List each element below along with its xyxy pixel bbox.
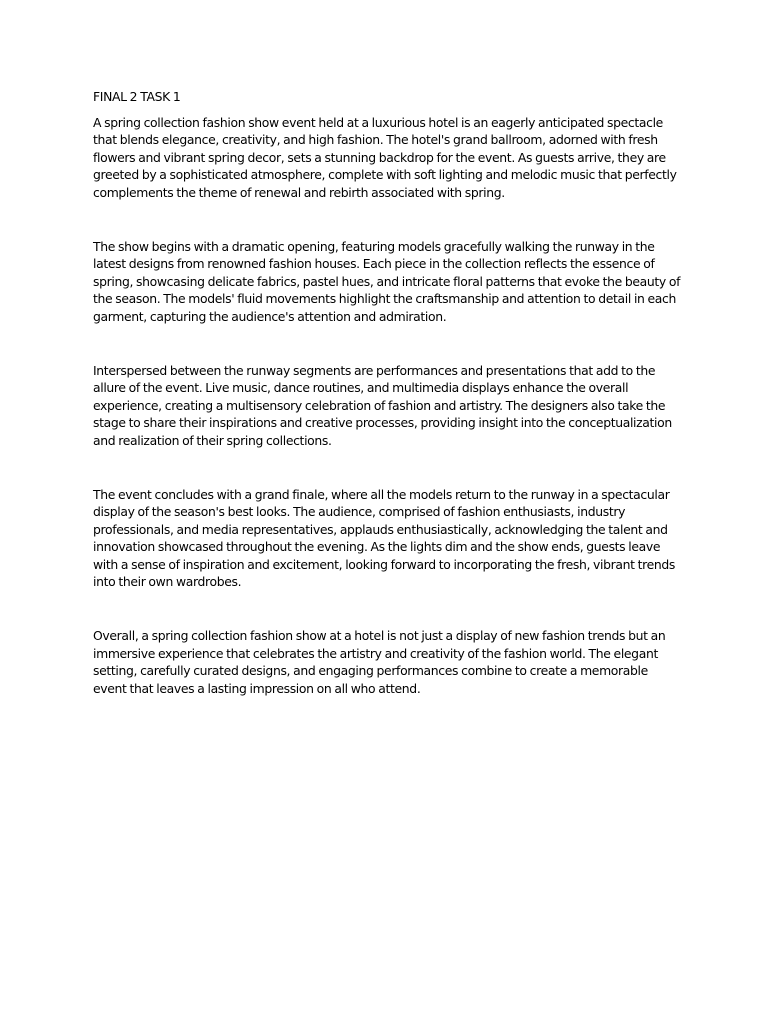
paragraph-5: Overall, a spring collection fashion show at a hotel is not just a display of new fashion trends but an immersive experience that celebrates the artistry and creativity of the fashion world. The elegant setting, carefully curated designs, and engaging performances combine to create a memorable event that leaves a lasting impression on all who attend.: [93, 628, 666, 696]
paragraph-3: Interspersed between the runway segments are performances and presentations that add to the allure of the event. Live music, dance routines, and multimedia displays enhance the overall experience, creating a multisensory celebration of fashion and artistry. The designers also take the stage to share their inspirations and creative processes, providing insight into the conceptualization and realization of their spring collections.: [93, 362, 672, 448]
document-title: FINAL 2 TASK 1: [93, 89, 181, 104]
paragraph-1: A spring collection fashion show event held at a luxurious hotel is an eagerly anticipated spectacle that blends elegance, creativity, and high fashion. The hotel's grand ballroom, adorned with fresh flowers and vibrant spring decor, sets a stunning backdrop for the event. As guests arrive, they are greeted by a sophisticated atmosphere, complete with soft lighting and melodic music that perfectly complements the theme of renewal and rebirth associated with spring.: [93, 114, 677, 200]
paragraph-2: The show begins with a dramatic opening, featuring models gracefully walking the runway in the latest designs from renowned fashion houses. Each piece in the collection reflects the essence of spring, showcasing delicate fabrics, pastel hues, and intricate floral patterns that evoke the beauty of the season. The models' fluid movements highlight the craftsmanship and attention to detail in each garment, capturing the audience's attention and admiration.: [93, 238, 681, 324]
document-body: [93, 88, 683, 697]
paragraph-4: The event concludes with a grand finale, where all the models return to the runway in a spectacular display of the season's best looks. The audience, comprised of fashion enthusiasts, industry professionals, and media representatives, applauds enthusiastically, acknowledging the talent and innovation showcased throughout the evening. As the lights dim and the show ends, guests leave with a sense of inspiration and excitement, looking forward to incorporating the fresh, vibrant trends into their own wardrobes.: [93, 486, 675, 590]
